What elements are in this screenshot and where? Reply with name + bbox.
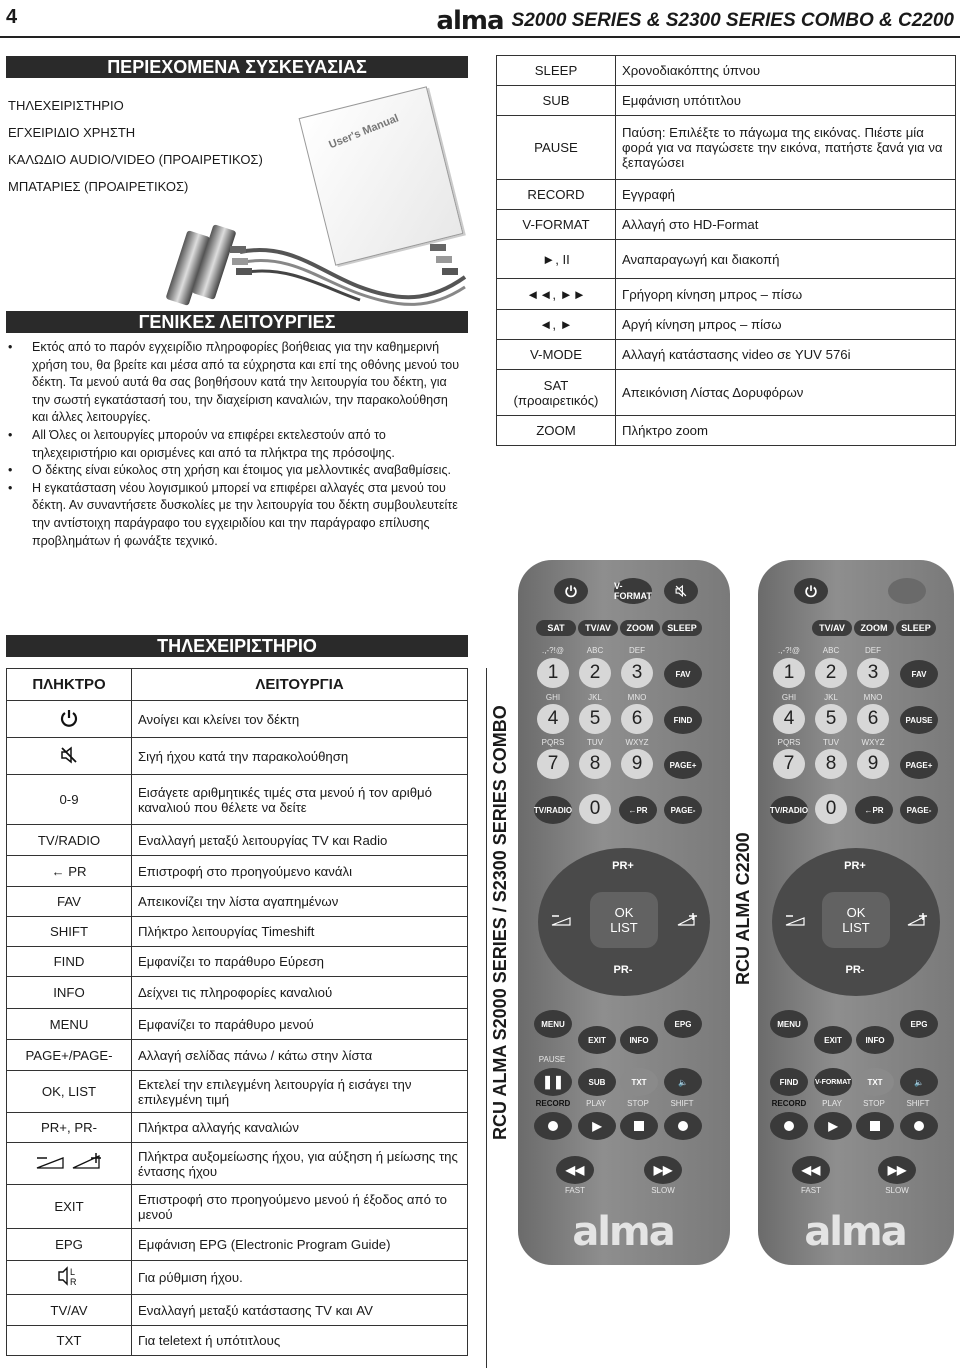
fast-forward-button[interactable]: ▶▶ [644,1156,682,1184]
digit-4-button[interactable]: 4 [773,704,805,734]
series-title: S2000 SERIES & S2300 SERIES COMBO & C2200 [511,10,954,31]
key-name: PAGE+/PAGE- [7,1040,132,1071]
key-function: Αλλαγή στο HD-Format [616,210,956,240]
header-divider [0,36,960,38]
table-row [7,1143,468,1185]
table-row [7,1185,468,1229]
page-up-button[interactable]: PAGE+ [900,751,938,779]
table-row [7,1040,468,1071]
key-function: Για ρύθμιση ήχου. [132,1261,468,1295]
ok-label: OK [614,905,634,920]
fast-label: FAST [800,1186,821,1195]
tv-av-button[interactable]: TV/AV [812,620,852,636]
fast-rewind-button[interactable]: ◀◀ [556,1156,594,1184]
txt-button[interactable]: TXT [620,1068,658,1096]
key-function: Χρονοδιακόπτης ύπνου [616,56,956,86]
key-letters: GHI [545,693,561,702]
key-function: Πλήκτρα αλλαγής καναλιών [132,1113,468,1143]
volume-up-button[interactable] [902,910,932,930]
epg-button[interactable]: EPG [664,1010,702,1038]
remote-keys-table-2 [496,55,956,446]
volume-icon [7,1143,132,1185]
table-row [7,1326,468,1356]
info-button[interactable]: INFO [856,1026,894,1054]
prev-channel-button[interactable]: ←PR [855,796,893,824]
find-button[interactable]: FIND [770,1068,808,1096]
key-name: EXIT [7,1185,132,1229]
key-letters: JKL [824,693,838,702]
key-name: V-FORMAT [497,210,616,240]
zoom-button[interactable]: ZOOM [620,620,660,636]
key-name: INFO [7,977,132,1009]
shift-button[interactable] [900,1112,938,1140]
key-name: 0-9 [7,775,132,825]
record-label: RECORD [771,1099,807,1108]
key-letters: WXYZ [625,738,649,747]
fast-rewind-button[interactable]: ◀◀ [792,1156,830,1184]
digit-0-button[interactable]: 0 [579,794,611,824]
power-icon [7,701,132,738]
key-letters: TUV [587,738,603,747]
table-row [7,887,468,917]
key-function: Εμφανίζει το παράθυρο Εύρεση [132,947,468,977]
divider [486,668,487,1368]
shift-label: SHIFT [906,1099,930,1108]
table-row [7,1071,468,1113]
key-name: V-MODE [497,340,616,370]
table-row [497,180,956,210]
packaging-title: ΠΕΡΙΕΧΟΜΕΝΑ ΣΥΣΚΕΥΑΣΙΑΣ [6,56,468,78]
table-row [7,977,468,1009]
key-function: Εμφάνιση EPG (Electronic Program Guide) [132,1229,468,1261]
alma-remote-logo: alma [572,1209,674,1255]
key-function: Αλλαγή κατάστασης video σε YUV 576i [616,340,956,370]
table-row [497,310,956,340]
manual-label: User's Manual [327,112,401,152]
table-row [7,1261,468,1295]
v-format-button[interactable]: V-FORMAT [614,578,652,604]
key-function: Επιστροφή στο προηγούμενο κανάλι [132,856,468,887]
key-name: ►, II [497,240,616,279]
v-format-button[interactable]: V-FORMAT [814,1068,852,1096]
key-letters: PQRS [777,738,801,747]
pr-plus-button[interactable]: PR+ [612,860,634,872]
pr-plus-button[interactable]: PR+ [844,860,866,872]
remote-keys-table [6,668,468,1356]
key-name: TV/AV [7,1295,132,1326]
zoom-button[interactable]: ZOOM [854,620,894,636]
pause-label: PAUSE [538,1055,566,1064]
audio-button[interactable]: 🔈 [664,1068,702,1096]
remote-label-left: RCU ALMA S2000 SERIES / S2300 SERIES COMBO [490,705,510,1140]
key-function: Αλλαγή σελίδας πάνω / κάτω στην λίστα [132,1040,468,1071]
svg-text:R: R [70,1277,77,1287]
key-function: Για teletext ή υπότιτλους [132,1326,468,1356]
digit-2-button[interactable]: 2 [579,658,611,688]
exit-button[interactable]: EXIT [814,1026,852,1054]
digit-6-button[interactable]: 6 [621,704,653,734]
audio-lr-icon [7,1261,132,1295]
col-func-header: ΛΕΙΤΟΥΡΓΙΑ [132,669,468,701]
key-function: Πλήκτρο zoom [616,416,956,446]
blank-button[interactable] [888,578,926,604]
general-bullet: • Ο δέκτης είναι εύκολος στη χρήση και έτοιμος για μελλοντικές αναβαθμίσεις. [6,462,466,480]
table-row [7,775,468,825]
prev-channel-button[interactable]: ←PR [619,796,657,824]
key-name: PAUSE [497,116,616,180]
table-row [497,56,956,86]
table-header-row [7,669,468,701]
exit-button[interactable]: EXIT [578,1026,616,1054]
alma-remote-logo: alma [804,1209,906,1255]
mute-button[interactable] [664,578,698,604]
pause-button[interactable]: PAUSE [900,706,938,734]
key-letters: DEF [865,646,881,655]
pr-minus-button[interactable]: PR- [845,964,865,976]
key-function: Εμφανίζει το παράθυρο μενού [132,1009,468,1040]
key-function: Επιστροφή στο προηγούμενο μενού ή έξοδος από το μενού [132,1185,468,1229]
key-function: Σιγή ήχου κατά την παρακολούθηση [132,738,468,775]
key-name: SAT (προαιρετικός) [497,370,616,416]
digit-3-button[interactable]: 3 [621,658,653,688]
key-letters: MNO [627,693,647,702]
table-row [497,116,956,180]
digit-1-button[interactable]: 1 [537,658,569,688]
packaging-item: ΚΑΛΩΔΙΟ AUDIO/VIDEO (ΠΡΟΑΙΡΕΤΙΚΟΣ) [8,152,263,167]
remote-label-right: RCU ALMA C2200 [733,832,753,985]
digit-0-button[interactable]: 0 [815,794,847,824]
key-function: Εισάγετε αριθμητικές τιμές στα μενού ή τον αριθμό καναλιού που θέλετε να δείτε [132,775,468,825]
key-name: SHIFT [7,917,132,947]
play-label: PLAY [586,1099,606,1108]
stop-button[interactable] [856,1112,894,1140]
general-bullet: • Η εγκατάσταση νέου λογισμικού μπορεί να επιφέρει αλλαγές στα μενού του δέκτη. Αν συναντήσετε δυσκολίες με την λειτουργία του δέκτη συμβουλευτείτε την αντίστοιχη παράγραφο του εγχειριδίου και την παράγραφο επίλυσης προβλημάτων ή φωνάξτε τεχνικό. [6,480,466,550]
record-button[interactable] [770,1112,808,1140]
digit-2-button[interactable]: 2 [815,658,847,688]
key-name: ◄◄, ►► [497,279,616,310]
key-function: Εναλλαγή μεταξύ λειτουργίας TV και Radio [132,825,468,856]
key-letters: JKL [588,693,602,702]
remote-right [758,560,954,1265]
key-name: FAV [7,887,132,917]
table-row [7,825,468,856]
table-row [7,947,468,977]
stop-label: STOP [627,1099,649,1108]
alma-logo: alma [436,6,504,36]
key-function: Αργή κίνηση μπρος – πίσω [616,310,956,340]
table-row [497,340,956,370]
fav-button[interactable]: FAV [664,660,702,688]
page-down-button[interactable]: PAGE- [900,796,938,824]
tv-av-button[interactable]: TV/AV [578,620,618,636]
pr-minus-button[interactable]: PR- [613,964,633,976]
table-row [497,279,956,310]
audio-button[interactable]: 🔈 [900,1068,938,1096]
table-row [497,86,956,116]
epg-button[interactable]: EPG [900,1010,938,1038]
digit-9-button[interactable]: 9 [621,749,653,779]
sleep-button[interactable]: SLEEP [662,620,702,636]
digit-1-button[interactable]: 1 [773,658,805,688]
menu-button[interactable]: MENU [534,1010,572,1038]
key-name: ZOOM [497,416,616,446]
pause-button[interactable]: ❚❚ [534,1068,572,1096]
digit-7-button[interactable]: 7 [537,749,569,779]
shift-label: SHIFT [670,1099,694,1108]
tv-radio-button[interactable]: TV/RADIO [534,796,572,824]
key-letters: TUV [823,738,839,747]
key-function: Πλήκτρο λειτουργίας Timeshift [132,917,468,947]
key-letters: ABC [586,646,604,655]
key-name: SLEEP [497,56,616,86]
fav-button[interactable]: FAV [900,660,938,688]
list-label: LIST [610,920,638,935]
shift-button[interactable] [664,1112,702,1140]
sat-button[interactable]: SAT [536,620,576,636]
key-function: Απεικόνιση Λίστας Δορυφόρων [616,370,956,416]
key-function: Παύση: Επιλέξτε το πάγωμα της εικόνας. Πιέστε μία φορά για να παγώσετε την εικόνα, πατήστε ξανά για να ξεπαγώσει [616,116,956,180]
packaging-item: ΕΓΧΕΙΡΙΔΙΟ ΧΡΗΣΤΗ [8,125,136,140]
key-letters: MNO [863,693,883,702]
table-row [497,240,956,279]
list-label: LIST [842,920,870,935]
digit-9-button[interactable]: 9 [857,749,889,779]
find-button[interactable]: FIND [664,706,702,734]
table-row [7,738,468,775]
key-name: SUB [497,86,616,116]
ok-list-button[interactable] [822,892,890,948]
key-letters: ABC [822,646,840,655]
fast-label: FAST [564,1186,585,1195]
remote-left [518,560,730,1265]
record-label: RECORD [535,1099,571,1108]
key-function: Απεικονίζει την λίστα αγαπημένων [132,887,468,917]
sub-button[interactable]: SUB [578,1068,616,1096]
txt-button[interactable]: TXT [856,1068,894,1096]
fast-forward-button[interactable]: ▶▶ [878,1156,916,1184]
packaging-list [8,92,263,200]
digit-6-button[interactable]: 6 [857,704,889,734]
table-row [7,1009,468,1040]
power-button[interactable] [554,578,588,604]
key-name: TV/RADIO [7,825,132,856]
general-list [6,339,466,550]
page-number: 4 [6,6,18,28]
info-button[interactable]: INFO [620,1026,658,1054]
digit-5-button[interactable]: 5 [815,704,847,734]
play-button[interactable]: ▶ [814,1112,852,1140]
svg-text:L: L [70,1267,76,1277]
ok-label: OK [846,905,866,920]
key-letters: DEF [629,646,645,655]
remote-title: ΤΗΛΕΧΕΙΡΙΣΤΗΡΙΟ [6,635,468,657]
page-header [436,6,954,36]
general-bullet: • Εκτός από το παρόν εγχειρίδιο πληροφορίες βοήθειας για την καθημερινή χρήση του, θα βρείτε και μέσα από τα εύχρηστα και επί της οθόνης μενού του δέκτη. Τα μενού αυτά θα σας βοηθήσουν κατά την λειτουργία του δέκτη, για την σωστή εγκατάστασή του, την διαχείριση καναλιών, την παρακολούθηση και άλλες λειτουργίες. [6,339,466,427]
key-letters: WXYZ [861,738,885,747]
sleep-button[interactable]: SLEEP [896,620,936,636]
table-row [7,917,468,947]
key-letters: .,-?!@ [542,646,564,655]
key-function: Εμφάνιση υπότιτλου [616,86,956,116]
key-name: FIND [7,947,132,977]
key-name: ← PR [7,856,132,887]
record-button[interactable] [534,1112,572,1140]
ok-list-button[interactable] [590,892,658,948]
volume-down-button[interactable] [546,910,576,930]
slow-label: SLOW [885,1186,909,1195]
digit-8-button[interactable]: 8 [579,749,611,779]
table-row [497,370,956,416]
general-title: ΓΕΝΙΚΕΣ ΛΕΙΤΟΥΡΓΙΕΣ [6,311,468,333]
key-letters: PQRS [541,738,565,747]
digit-3-button[interactable]: 3 [857,658,889,688]
table-row [7,1229,468,1261]
table-row [497,416,956,446]
key-name: RECORD [497,180,616,210]
page-down-button[interactable]: PAGE- [664,796,702,824]
key-name: OK, LIST [7,1071,132,1113]
play-button[interactable]: ▶ [578,1112,616,1140]
mute-icon [7,738,132,775]
packaging-item: ΜΠΑΤΑΡΙΕΣ (ΠΡΟΑΙΡΕΤΙΚΟΣ) [8,179,189,194]
table-row [7,701,468,738]
volume-up-button[interactable] [672,910,702,930]
key-name: MENU [7,1009,132,1040]
key-function: Ανοίγει και κλείνει τον δέκτη [132,701,468,738]
key-function: Εκτελεί την επιλεγμένη λειτουργία ή εισάγει την επιλεγμένη τιμή [132,1071,468,1113]
key-function: Αναπαραγωγή και διακοπή [616,240,956,279]
digit-5-button[interactable]: 5 [579,704,611,734]
key-letters: .,-?!@ [778,646,800,655]
key-letters: GHI [781,693,797,702]
key-function: Πλήκτρα αυξομείωσης ήχου, για αύξηση ή μείωσης της έντασης ήχου [132,1143,468,1185]
volume-down-button[interactable] [780,910,810,930]
table-row [7,856,468,887]
power-button[interactable] [794,578,828,604]
table-row [7,1113,468,1143]
page-up-button[interactable]: PAGE+ [664,751,702,779]
packaging-item: ΤΗΛΕΧΕΙΡΙΣΤΗΡΙΟ [8,98,124,113]
tv-radio-button[interactable]: TV/RADIO [770,796,808,824]
menu-button[interactable]: MENU [770,1010,808,1038]
key-function: Εναλλαγή μεταξύ κατάστασης TV και AV [132,1295,468,1326]
slow-label: SLOW [651,1186,675,1195]
table-row [497,210,956,240]
key-name: TXT [7,1326,132,1356]
stop-label: STOP [863,1099,885,1108]
key-name: PR+, PR- [7,1113,132,1143]
key-function: Γρήγορη κίνηση μπρος – πίσω [616,279,956,310]
digit-4-button[interactable]: 4 [537,704,569,734]
digit-8-button[interactable]: 8 [815,749,847,779]
key-function: Εγγραφή [616,180,956,210]
av-cable-image [230,232,470,312]
digit-7-button[interactable]: 7 [773,749,805,779]
key-function: Δείχνει τις πληροφορίες καναλιού [132,977,468,1009]
general-bullet: • All Όλες οι λειτουργίες μπορούν να επιφέρει εκτελεστούν από το τηλεχειριστήριο και ορισμένες και από τα πλήκτρα της πρόσοψης. [6,427,466,462]
table-row [7,1295,468,1326]
key-name: ◄, ► [497,310,616,340]
stop-button[interactable] [620,1112,658,1140]
key-name: EPG [7,1229,132,1261]
col-key-header: ΠΛΗΚΤΡΟ [7,669,132,701]
play-label: PLAY [822,1099,842,1108]
